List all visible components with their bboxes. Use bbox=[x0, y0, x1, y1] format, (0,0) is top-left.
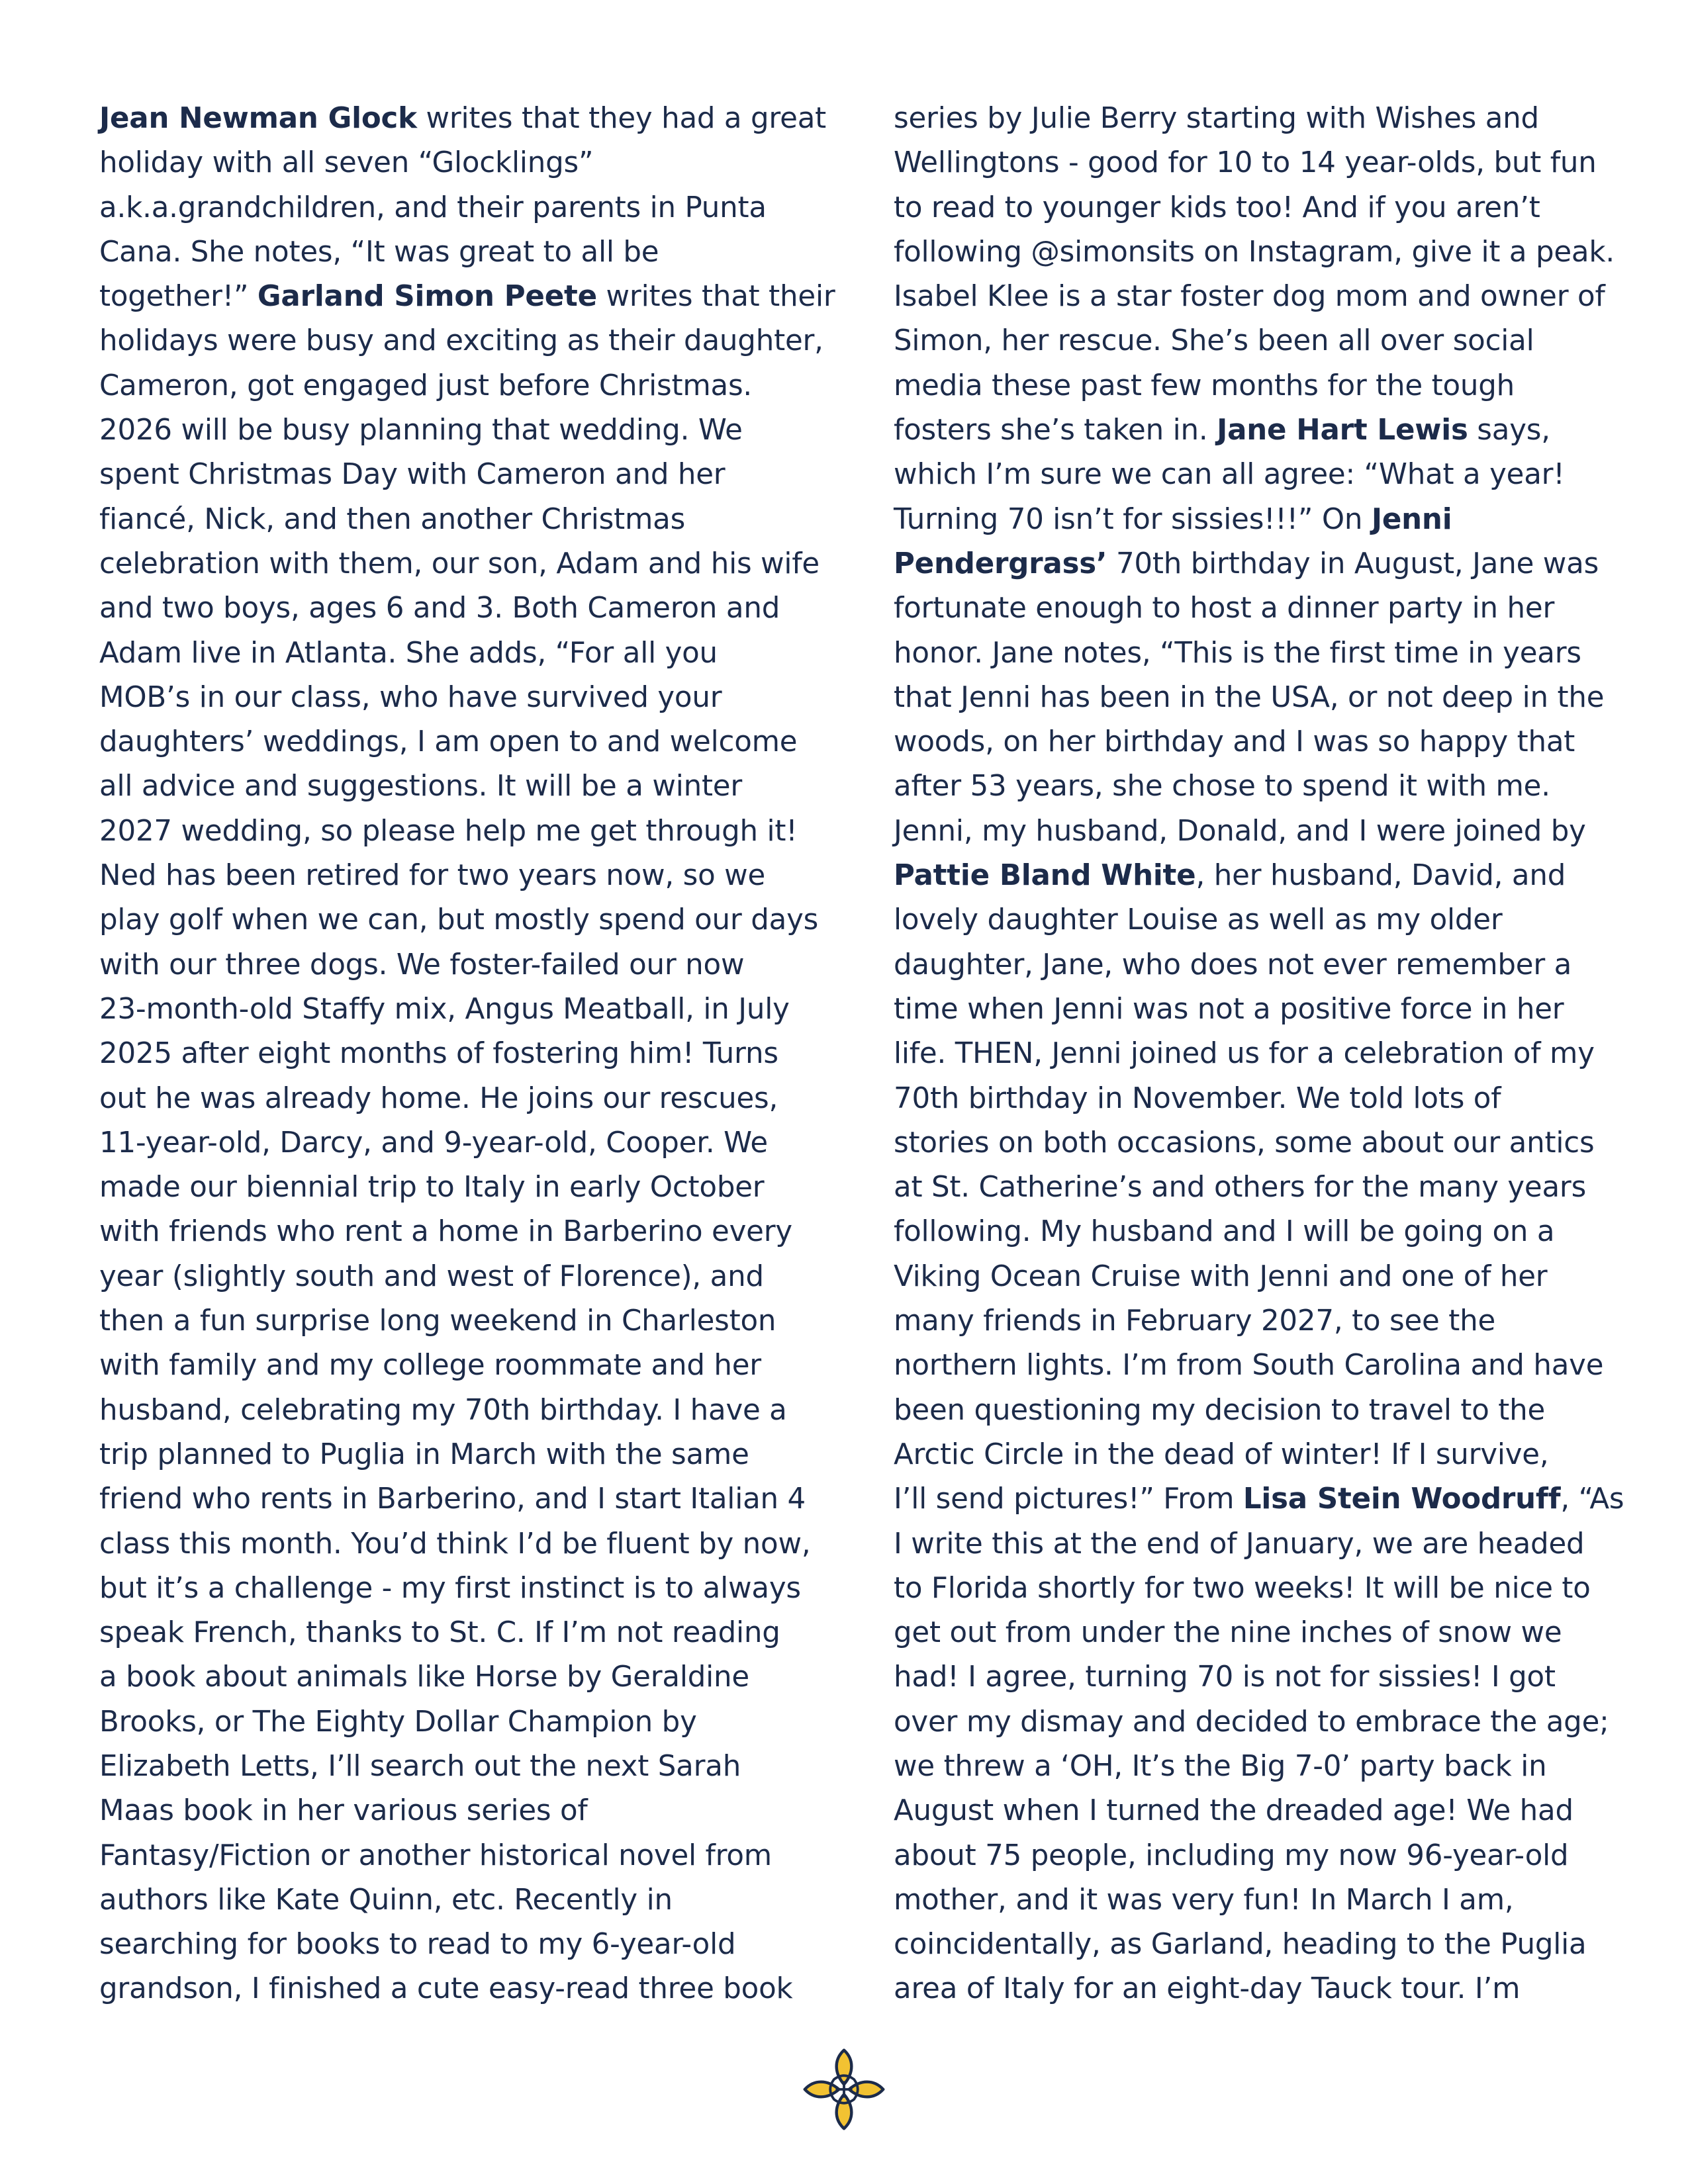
text-segment: Fantasy/Fiction or another historical novel from bbox=[99, 1839, 772, 1872]
classmate-name: Jenni bbox=[1371, 502, 1452, 536]
text-line bbox=[894, 1210, 1615, 1254]
text-line bbox=[894, 987, 1615, 1032]
text-line bbox=[99, 943, 821, 987]
text-segment: husband, celebrating my 70th birthday. I have a bbox=[99, 1393, 787, 1427]
text-line bbox=[99, 453, 821, 497]
text-line bbox=[99, 1700, 821, 1745]
text-line bbox=[99, 1077, 821, 1121]
text-segment: after 53 years, she chose to spend it with me. bbox=[894, 770, 1550, 803]
text-segment: authors like Kate Quinn, etc. Recently in bbox=[99, 1883, 673, 1917]
text-line bbox=[99, 1923, 821, 1967]
text-segment: 2027 wedding, so please help me get through it! bbox=[99, 814, 798, 848]
text-line bbox=[894, 453, 1615, 497]
text-line bbox=[894, 1611, 1615, 1655]
text-segment: all advice and suggestions. It will be a winter bbox=[99, 770, 743, 803]
text-segment: year (slightly south and west of Florence), and bbox=[99, 1259, 764, 1293]
text-segment: friend who rents in Barberino, and I start Italian 4 bbox=[99, 1482, 806, 1516]
text-segment: Brooks, or The Eighty Dollar Champion by bbox=[99, 1705, 697, 1739]
text-segment: , “As bbox=[1560, 1482, 1624, 1516]
text-line bbox=[99, 764, 821, 809]
text-segment: Arctic Circle in the dead of winter! If I survive, bbox=[894, 1437, 1549, 1471]
text-segment: writes that their bbox=[596, 280, 835, 314]
text-line bbox=[99, 1477, 821, 1522]
text-line bbox=[99, 542, 821, 586]
text-line bbox=[99, 1611, 821, 1655]
text-line bbox=[894, 97, 1615, 141]
text-line bbox=[894, 186, 1615, 230]
text-line bbox=[894, 542, 1615, 586]
text-segment: had! I agree, turning 70 is not for sissies! I got bbox=[894, 1661, 1556, 1694]
text-line bbox=[894, 1255, 1615, 1299]
text-line bbox=[894, 676, 1615, 720]
text-line bbox=[894, 1700, 1615, 1745]
text-line bbox=[99, 319, 821, 363]
text-line bbox=[894, 1878, 1615, 1923]
text-line bbox=[99, 1032, 821, 1076]
text-segment: 70th birthday in November. We told lots of bbox=[894, 1081, 1501, 1115]
text-segment: with family and my college roommate and her bbox=[99, 1349, 761, 1383]
text-segment: grandson, I finished a cute easy-read three book bbox=[99, 1972, 793, 2006]
text-segment: class this month. You’d think I’d be fluent by now, bbox=[99, 1527, 811, 1561]
text-line bbox=[99, 1299, 821, 1343]
text-line bbox=[894, 943, 1615, 987]
text-segment: fiancé, Nick, and then another Christmas bbox=[99, 502, 686, 536]
text-line bbox=[894, 364, 1615, 408]
text-line bbox=[894, 1343, 1615, 1388]
text-segment: woods, on her birthday and I was so happy that bbox=[894, 725, 1575, 759]
text-line bbox=[99, 275, 835, 319]
text-segment: together!” bbox=[99, 280, 258, 314]
text-segment: MOB’s in our class, who have survived your bbox=[99, 680, 722, 714]
text-segment: lovely daughter Louise as well as my older bbox=[894, 903, 1503, 937]
text-line bbox=[894, 1655, 1615, 1700]
text-line bbox=[99, 676, 821, 720]
text-segment: to read to younger kids too! And if you aren’t bbox=[894, 191, 1540, 224]
text-line bbox=[894, 275, 1615, 319]
text-segment: media these past few months for the tough bbox=[894, 369, 1515, 402]
text-line bbox=[99, 498, 821, 542]
text-segment: then a fun surprise long weekend in Charleston bbox=[99, 1304, 776, 1338]
text-line bbox=[99, 408, 821, 453]
text-line bbox=[894, 1388, 1615, 1433]
text-line bbox=[99, 720, 821, 764]
text-segment: which I’m sure we can all agree: “What a year! bbox=[894, 458, 1565, 492]
text-line bbox=[99, 809, 821, 854]
text-line bbox=[894, 1121, 1615, 1165]
text-line bbox=[894, 1299, 1615, 1343]
text-segment: searching for books to read to my 6-year-old bbox=[99, 1928, 736, 1962]
text-line bbox=[99, 631, 821, 676]
text-segment: a book about animals like Horse by Geraldine bbox=[99, 1661, 749, 1694]
text-segment: following. My husband and I will be going on a bbox=[894, 1215, 1555, 1249]
text-segment: spent Christmas Day with Cameron and her bbox=[99, 458, 726, 492]
text-line bbox=[894, 631, 1615, 676]
text-line bbox=[894, 586, 1615, 631]
text-segment: Maas book in her various series of bbox=[99, 1794, 588, 1828]
text-segment: holidays were busy and exciting as their daughter, bbox=[99, 324, 823, 358]
text-line bbox=[99, 1343, 821, 1388]
left-column bbox=[99, 97, 835, 2012]
text-segment: many friends in February 2027, to see the bbox=[894, 1304, 1496, 1338]
text-segment: get out from under the nine inches of snow we bbox=[894, 1616, 1562, 1650]
classmate-name: Lisa Stein Woodruff bbox=[1243, 1482, 1561, 1516]
text-segment: 2025 after eight months of fostering him! Turns bbox=[99, 1037, 778, 1071]
text-line bbox=[99, 186, 821, 230]
text-segment: over my dismay and decided to embrace the age; bbox=[894, 1705, 1609, 1739]
classmate-name: Pattie Bland White bbox=[894, 859, 1196, 893]
text-line bbox=[894, 1477, 1624, 1522]
classmate-name: Garland Simon Peete bbox=[257, 280, 597, 314]
text-line bbox=[894, 720, 1615, 764]
text-segment: but it’s a challenge - my first instinct is to always bbox=[99, 1571, 801, 1605]
text-line bbox=[894, 1522, 1615, 1567]
text-segment: out he was already home. He joins our rescues, bbox=[99, 1081, 778, 1115]
text-segment: a.k.a.grandchildren, and their parents in Punta bbox=[99, 191, 767, 224]
text-line bbox=[894, 764, 1615, 809]
classmate-name: Jean Newman Glock bbox=[99, 102, 417, 135]
right-column bbox=[894, 97, 1624, 2012]
text-segment: writes that they had a great bbox=[416, 102, 827, 135]
text-segment: stories on both occasions, some about our antics bbox=[894, 1126, 1595, 1160]
text-line bbox=[99, 586, 821, 631]
text-line bbox=[894, 854, 1615, 898]
text-segment: northern lights. I’m from South Carolina and have bbox=[894, 1349, 1604, 1383]
text-line bbox=[894, 1165, 1615, 1210]
text-segment: Jenni, my husband, Donald, and I were joined by bbox=[894, 814, 1586, 848]
text-line bbox=[99, 1967, 821, 2011]
text-line bbox=[894, 1745, 1615, 1789]
text-segment: we threw a ‘OH, It’s the Big 7-0’ party back in bbox=[894, 1749, 1547, 1783]
text-segment: 23-month-old Staffy mix, Angus Meatball, in July bbox=[99, 992, 790, 1026]
text-segment: holiday with all seven “Glocklings” bbox=[99, 146, 594, 180]
text-segment: with friends who rent a home in Barberino every bbox=[99, 1215, 792, 1249]
text-line bbox=[894, 1967, 1615, 2011]
text-line bbox=[894, 1032, 1615, 1076]
text-segment: with our three dogs. We foster-failed our now bbox=[99, 948, 745, 981]
text-line bbox=[99, 1121, 821, 1165]
text-segment: to Florida shortly for two weeks! It will be nice to bbox=[894, 1571, 1591, 1605]
text-segment: Wellingtons - good for 10 to 14 year-olds, but fun bbox=[894, 146, 1597, 180]
text-line bbox=[894, 1077, 1615, 1121]
text-line bbox=[894, 1834, 1615, 1878]
text-line bbox=[99, 141, 821, 185]
text-line bbox=[99, 1210, 821, 1254]
text-segment: I’ll send pictures!” From bbox=[894, 1482, 1243, 1516]
text-segment: 11-year-old, Darcy, and 9-year-old, Cooper. We bbox=[99, 1126, 768, 1160]
text-line bbox=[99, 1834, 821, 1878]
text-segment: Ned has been retired for two years now, so we bbox=[99, 859, 766, 893]
text-segment: Viking Ocean Cruise with Jenni and one of her bbox=[894, 1259, 1548, 1293]
text-segment: at St. Catherine’s and others for the many years bbox=[894, 1171, 1587, 1205]
text-segment: Simon, her rescue. She’s been all over social bbox=[894, 324, 1534, 358]
text-segment: honor. Jane notes, “This is the first time in years bbox=[894, 636, 1581, 670]
text-segment: says, bbox=[1468, 414, 1550, 447]
text-segment: August when I turned the dreaded age! We had bbox=[894, 1794, 1573, 1828]
text-line bbox=[894, 498, 1615, 542]
text-line bbox=[99, 987, 821, 1032]
classmate-name: Pendergrass’ bbox=[894, 547, 1107, 580]
text-segment: daughter, Jane, who does not ever remember a bbox=[894, 948, 1572, 981]
text-segment: Adam live in Atlanta. She adds, “For all you bbox=[99, 636, 718, 670]
text-segment: , her husband, David, and bbox=[1196, 859, 1566, 893]
text-line bbox=[894, 141, 1615, 185]
text-segment: speak French, thanks to St. C. If I’m not reading bbox=[99, 1616, 780, 1650]
text-segment: been questioning my decision to travel to the bbox=[894, 1393, 1546, 1427]
text-segment: Turning 70 isn’t for sissies!!!” On bbox=[894, 502, 1372, 536]
text-line bbox=[99, 1789, 821, 1833]
text-segment: coincidentally, as Garland, heading to the Puglia bbox=[894, 1928, 1587, 1962]
text-segment: celebration with them, our son, Adam and his wife bbox=[99, 547, 820, 580]
text-line bbox=[99, 1522, 821, 1567]
text-line bbox=[99, 854, 821, 898]
text-segment: 2026 will be busy planning that wedding. We bbox=[99, 414, 743, 447]
text-segment: Cana. She notes, “It was great to all be bbox=[99, 235, 659, 269]
text-line bbox=[894, 230, 1615, 275]
text-line bbox=[99, 1567, 821, 1611]
text-line bbox=[894, 898, 1615, 942]
text-segment: I write this at the end of January, we are headed bbox=[894, 1527, 1585, 1561]
text-line bbox=[894, 408, 1615, 453]
text-segment: daughters’ weddings, I am open to and welcome bbox=[99, 725, 798, 759]
text-segment: that Jenni has been in the USA, or not deep in the bbox=[894, 680, 1605, 714]
text-line bbox=[99, 898, 821, 942]
text-segment: fortunate enough to host a dinner party in her bbox=[894, 592, 1555, 625]
text-line bbox=[99, 1655, 821, 1700]
text-segment: Isabel Klee is a star foster dog mom and owner of bbox=[894, 280, 1605, 314]
text-segment: Elizabeth Letts, I’ll search out the next Sarah bbox=[99, 1749, 741, 1783]
text-line bbox=[99, 1165, 821, 1210]
text-line bbox=[894, 1433, 1615, 1477]
text-line bbox=[99, 1388, 821, 1433]
text-segment: made our biennial trip to Italy in early October bbox=[99, 1171, 765, 1205]
text-segment: 70th birthday in August, Jane was bbox=[1107, 547, 1599, 580]
text-line bbox=[894, 319, 1615, 363]
text-segment: play golf when we can, but mostly spend our days bbox=[99, 903, 819, 937]
text-line bbox=[99, 97, 827, 141]
text-segment: trip planned to Puglia in March with the same bbox=[99, 1437, 749, 1471]
text-line bbox=[99, 1433, 821, 1477]
quatrefoil-emblem-icon bbox=[802, 2048, 886, 2131]
text-line bbox=[99, 1255, 821, 1299]
text-line bbox=[894, 809, 1615, 854]
text-segment: following @simonsits on Instagram, give it a peak. bbox=[894, 235, 1615, 269]
text-segment: mother, and it was very fun! In March I am, bbox=[894, 1883, 1514, 1917]
text-line bbox=[894, 1567, 1615, 1611]
text-segment: time when Jenni was not a positive force in her bbox=[894, 992, 1564, 1026]
text-line bbox=[99, 364, 821, 408]
text-line bbox=[894, 1923, 1615, 1967]
text-segment: series by Julie Berry starting with Wishes and bbox=[894, 102, 1539, 135]
text-segment: area of Italy for an eight-day Tauck tour. I’m bbox=[894, 1972, 1521, 2006]
text-line bbox=[99, 1745, 821, 1789]
text-segment: life. THEN, Jenni joined us for a celebration of my bbox=[894, 1037, 1595, 1071]
text-line bbox=[894, 1789, 1615, 1833]
text-segment: and two boys, ages 6 and 3. Both Cameron and bbox=[99, 592, 780, 625]
classmate-name: Jane Hart Lewis bbox=[1217, 414, 1468, 447]
text-segment: Cameron, got engaged just before Christmas. bbox=[99, 369, 753, 402]
text-line bbox=[99, 1878, 821, 1923]
text-segment: fosters she’s taken in. bbox=[894, 414, 1217, 447]
text-line bbox=[99, 230, 821, 275]
text-segment: about 75 people, including my now 96-year-old bbox=[894, 1839, 1569, 1872]
